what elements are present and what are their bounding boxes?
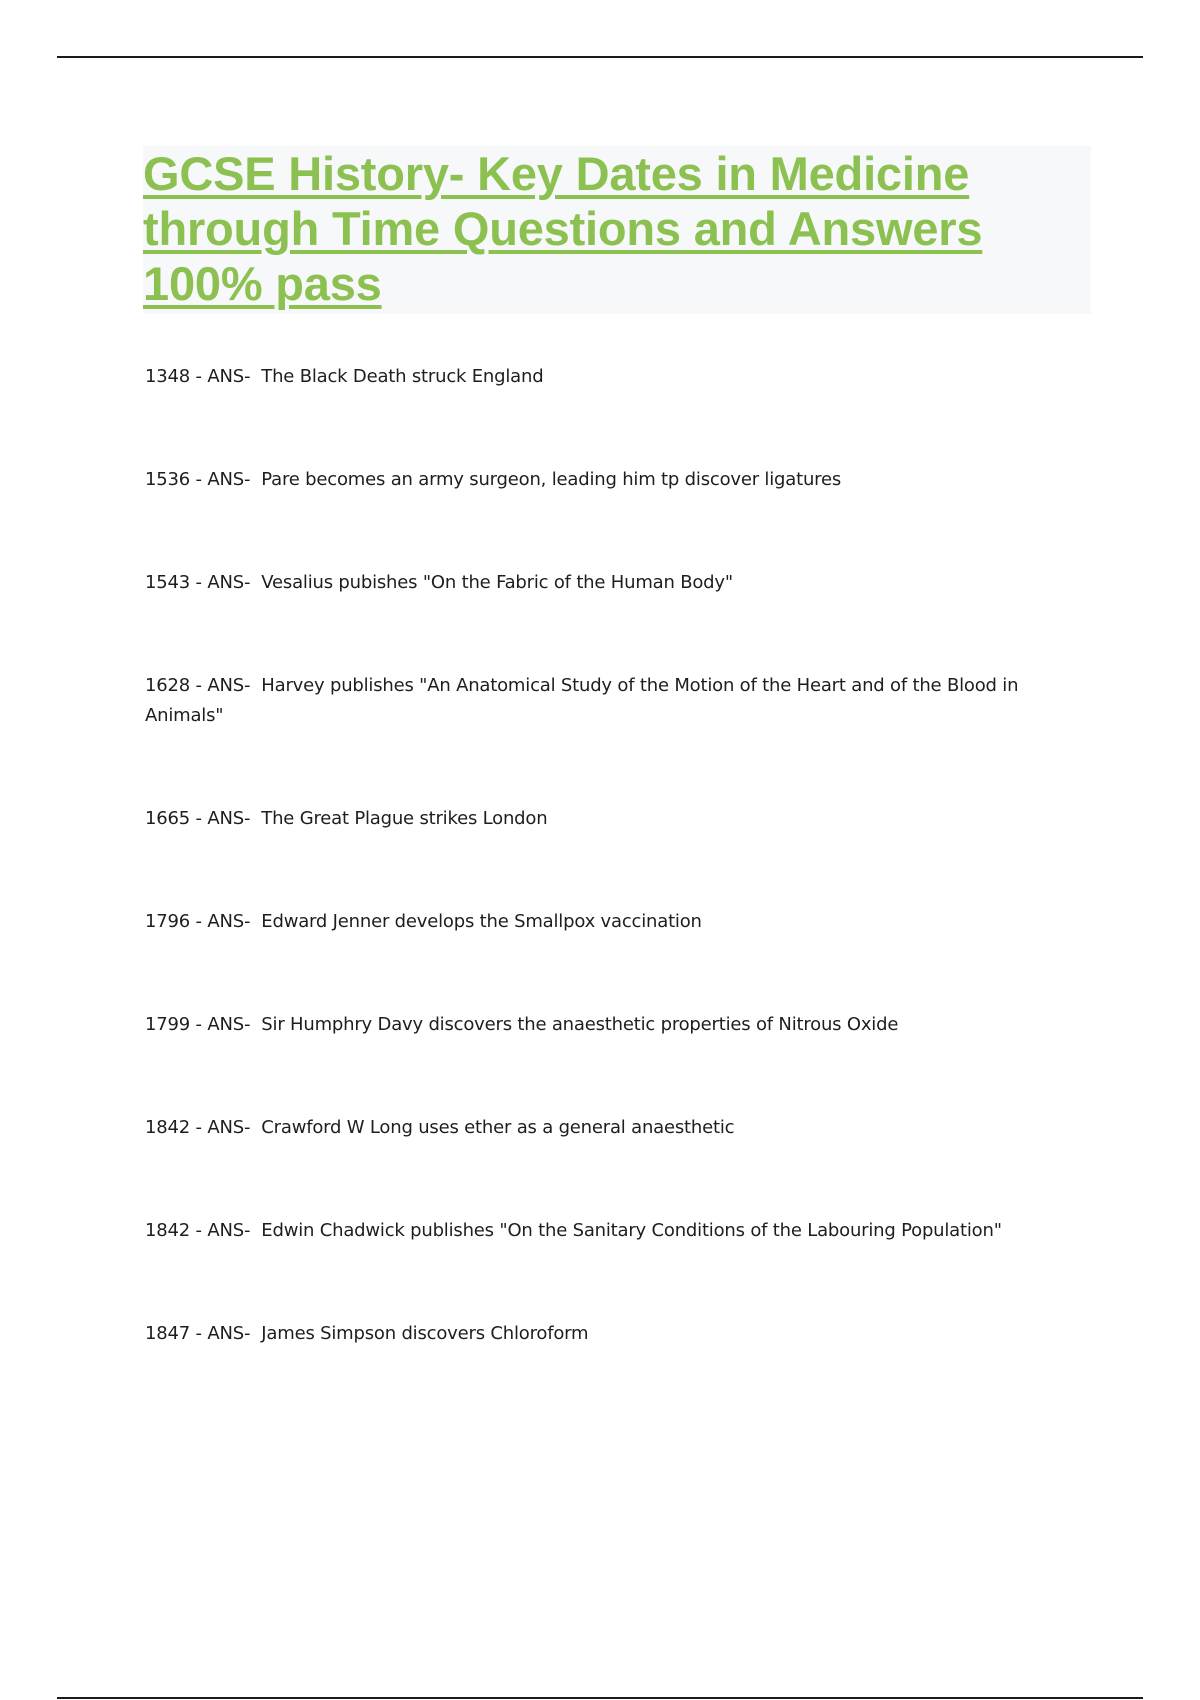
qa-separator: - ANS- — [190, 1220, 262, 1241]
qa-answer: Crawford W Long uses ether as a general anaesthetic — [261, 1117, 735, 1138]
qa-answer: Harvey publishes "An Anatomical Study of the Motion of the Heart and of the Blood in Animals" — [145, 675, 1019, 726]
qa-date: 1842 — [145, 1220, 191, 1241]
qa-item — [145, 465, 1075, 495]
qa-separator: - ANS- — [190, 808, 262, 829]
qa-item — [145, 804, 1075, 834]
qa-separator: - ANS- — [190, 366, 262, 387]
qa-date: 1536 — [145, 469, 191, 490]
qa-item — [145, 568, 1075, 598]
qa-date: 1799 — [145, 1014, 191, 1035]
qa-answer: Vesalius pubishes "On the Fabric of the Human Body" — [261, 572, 733, 593]
qa-date: 1543 — [145, 572, 191, 593]
qa-separator: - ANS- — [190, 675, 262, 696]
qa-answer: James Simpson discovers Chloroform — [261, 1323, 589, 1344]
qa-date: 1842 — [145, 1117, 191, 1138]
qa-date: 1628 — [145, 675, 191, 696]
qa-item — [145, 671, 1075, 731]
qa-date: 1796 — [145, 911, 191, 932]
qa-answer: Sir Humphry Davy discovers the anaesthetic properties of Nitrous Oxide — [261, 1014, 899, 1035]
qa-item — [145, 1010, 1075, 1040]
qa-separator: - ANS- — [190, 1323, 262, 1344]
qa-answer: Edwin Chadwick publishes "On the Sanitary Conditions of the Labouring Population" — [261, 1220, 1002, 1241]
footer-rule — [57, 1697, 1143, 1699]
qa-item — [145, 1216, 1075, 1246]
qa-date: 1847 — [145, 1323, 191, 1344]
qa-separator: - ANS- — [190, 911, 262, 932]
qa-answer: The Great Plague strikes London — [261, 808, 548, 829]
qa-item — [145, 1319, 1075, 1349]
qa-item — [145, 907, 1075, 937]
qa-item — [145, 1113, 1075, 1143]
qa-answer: Edward Jenner develops the Smallpox vaccination — [261, 911, 702, 932]
qa-separator: - ANS- — [190, 1014, 262, 1035]
qa-date: 1348 — [145, 366, 191, 387]
qa-separator: - ANS- — [190, 1117, 262, 1138]
qa-answer: Pare becomes an army surgeon, leading him tp discover ligatures — [261, 469, 842, 490]
document-title[interactable]: GCSE History- Key Dates in Medicine through Time Questions and Answers 100% pass — [143, 147, 983, 310]
qa-answer: The Black Death struck England — [261, 366, 544, 387]
header-rule — [57, 56, 1143, 58]
title-block — [143, 146, 1091, 314]
qa-separator: - ANS- — [190, 572, 262, 593]
qa-item — [145, 362, 1075, 392]
qa-date: 1665 — [145, 808, 191, 829]
qa-separator: - ANS- — [190, 469, 262, 490]
